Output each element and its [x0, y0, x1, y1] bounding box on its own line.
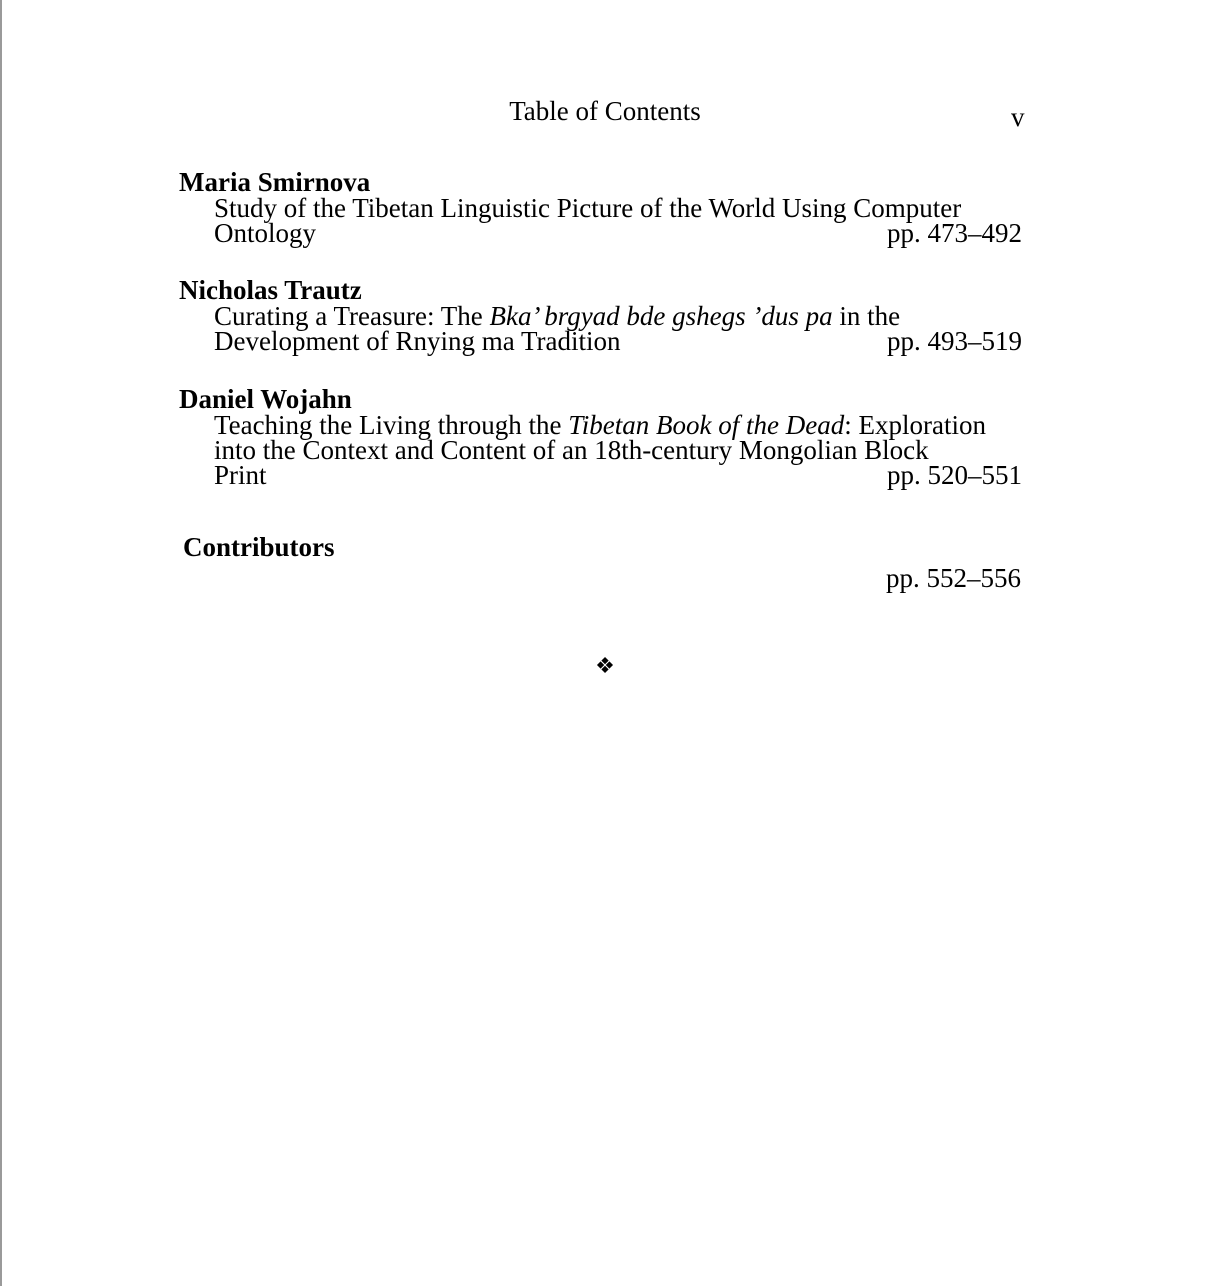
- toc-title-text: Curating a Treasure: The: [214, 301, 490, 331]
- toc-page-range: pp. 473–492: [887, 218, 1022, 248]
- toc-title-text: Print: [214, 460, 267, 490]
- toc-title-line: [179, 218, 1022, 248]
- toc-page-range: pp. 493–519: [887, 326, 1022, 356]
- toc-title-text: Ontology: [214, 218, 317, 248]
- toc-title-text: : Exploration: [844, 410, 986, 440]
- toc-page-range: pp. 520–551: [887, 460, 1022, 490]
- toc-entry: [179, 168, 1022, 246]
- toc-title-italic: Tibetan Book of the Dead: [568, 410, 845, 440]
- toc-author: Maria Smirnova: [179, 167, 371, 197]
- toc-entry: [179, 276, 1022, 354]
- toc-title-italic: Bka’ brgyad bde gshegs ’dus pa: [489, 301, 833, 331]
- contributors-heading: Contributors: [183, 532, 335, 562]
- toc-title-line: [179, 460, 1022, 490]
- toc-title-text: Development of Rnying ma Tradition: [214, 326, 621, 356]
- toc-title-text: into the Context and Content of an 18th-century Mongolian Block: [214, 435, 929, 465]
- page-left-border: [0, 0, 2, 1286]
- running-title: Table of Contents: [509, 96, 701, 126]
- contributors-page-range: pp. 552–556: [886, 563, 1021, 593]
- page-folio: v: [1011, 102, 1025, 132]
- toc-author: Daniel Wojahn: [179, 384, 352, 414]
- toc-title-text: in the: [832, 301, 901, 331]
- toc-title-line: [179, 326, 1022, 356]
- toc-entry: [179, 385, 1022, 488]
- toc-title-text: Study of the Tibetan Linguistic Picture of the World Using Computer: [214, 193, 962, 223]
- toc-author: Nicholas Trautz: [179, 275, 362, 305]
- toc-title-text: Teaching the Living through the: [214, 410, 569, 440]
- section-ornament: ❖: [595, 654, 615, 679]
